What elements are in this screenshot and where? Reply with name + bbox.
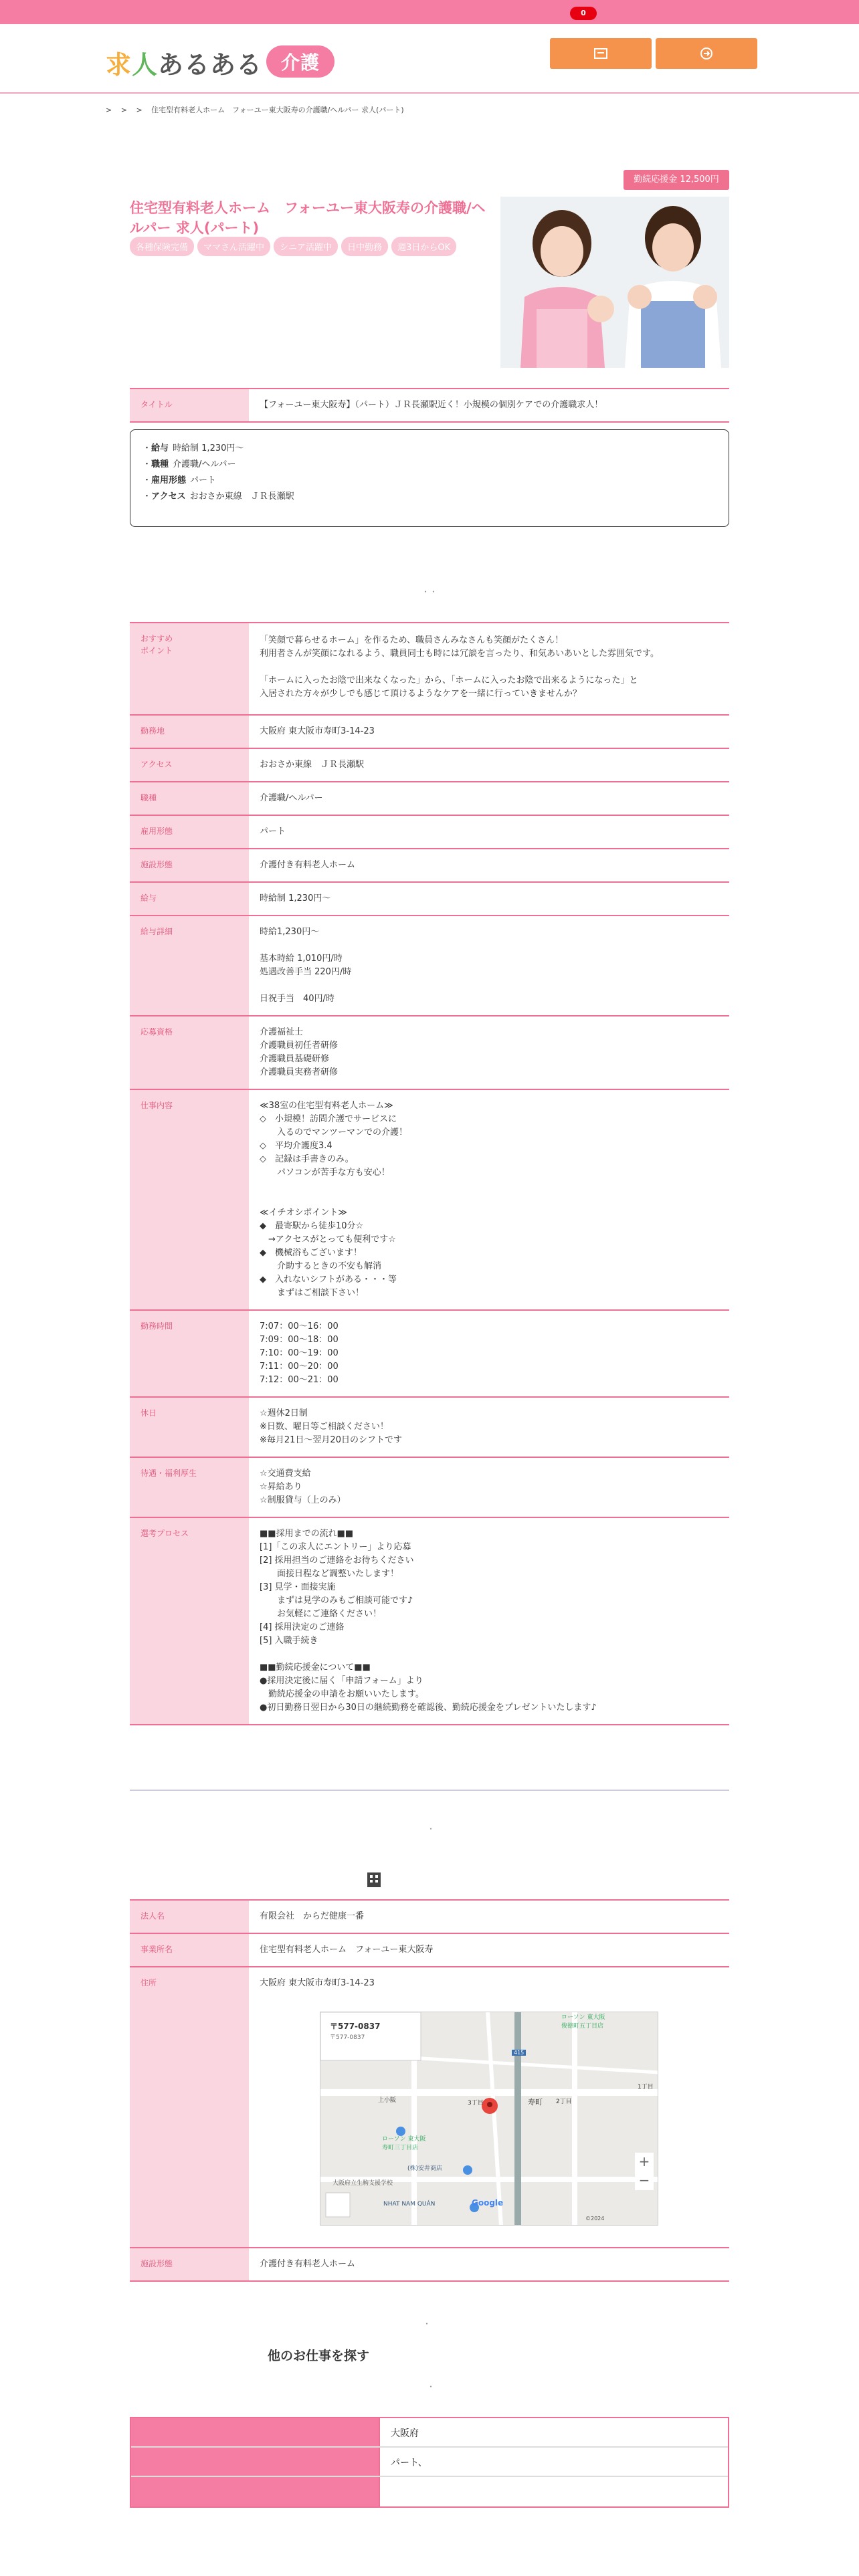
site-logo[interactable]: 求人あるある 介護: [106, 44, 335, 81]
map-label: ローソン 東大阪 俊徳町五丁目店: [561, 2014, 605, 2030]
breadcrumb: [106, 104, 411, 115]
search-value[interactable]: [379, 2477, 728, 2506]
clipboard-icon: [593, 47, 608, 60]
row-label: 職種: [130, 782, 249, 815]
location-map[interactable]: [320, 2012, 658, 2226]
row-value: 介護付き有料老人ホーム: [260, 860, 356, 870]
row-value: 時給制 1,230円～: [260, 893, 331, 903]
row-label: 給与詳細: [130, 916, 249, 1015]
map-label: 寿町: [528, 2098, 543, 2107]
building-icon: [365, 1870, 383, 1889]
search-value[interactable]: パート、: [379, 2448, 728, 2476]
staff-illustration: [500, 197, 729, 368]
map-copyright: ©2024: [585, 2216, 605, 2222]
svg-text:−: −: [638, 2172, 650, 2188]
map-canvas: [320, 2012, 658, 2226]
table-row: [130, 1090, 729, 1311]
notification-badge[interactable]: 0: [570, 7, 597, 20]
feature-tag: 日中勤務: [341, 237, 388, 256]
row-value: 有限会社 からだ健康一番: [260, 1911, 365, 1921]
map-label: ローソン 東大阪 寿町三丁目店: [382, 2136, 426, 2151]
table-row: [130, 1901, 729, 1934]
bonus-badge: 勤続応援金 12,500円: [624, 170, 729, 190]
table-row: [130, 816, 729, 849]
table-row: [130, 623, 729, 716]
summary-item: ・アクセス おおさか東線 ＪＲ長瀬駅: [142, 492, 294, 502]
route-badge: 415: [512, 2050, 526, 2056]
map-label: 3丁目: [468, 2100, 484, 2107]
map-label: 大阪府立生駒支援学校: [332, 2180, 393, 2187]
divider-dots: ・・: [421, 587, 438, 597]
row-label: タイトル: [130, 389, 249, 421]
row-value: 介護職/ヘルパー: [260, 793, 323, 803]
row-value: ■■採用までの流れ■■ [1]「この求人にエントリー」より応募 [2] 採用担当のご連絡をお待ちください 面接日程など調整いたします！ [3] 見学・面接実施 まずは見学のみもご相談可能です♪ お気軽にご連絡ください！ [4] 採用決定のご連絡 [5] 入職手続き ■■勤続応援金について■■ ●採用決定後に届く「申請フォーム」より 勤続応援金の申請をお願いいたします。 ●初日勤務日翌日から30日の継続勤務を確認後、勤続応援金をプレゼントいたします♪: [260, 1529, 597, 1713]
search-row[interactable]: [131, 2477, 728, 2506]
row-value: 【フォーユー東大阪寿】（パート）ＪＲ長瀬駅近く！小規模の個別ケアでの介護職求人！: [260, 400, 603, 410]
table-row: [130, 1311, 729, 1398]
search-row[interactable]: [131, 2418, 728, 2448]
row-label: 休日: [130, 1398, 249, 1457]
divider-dot: ・: [423, 2319, 432, 2329]
search-value[interactable]: 大阪府: [379, 2418, 728, 2446]
table-row: [130, 1934, 729, 1967]
row-value: ≪38室の住宅型有料老人ホーム≫ ◇ 小規模！訪問介護でサービスに 入るのでマンツーマンでの介護！ ◇ 平均介護度3.4 ◇ 記録は手書きのみ。 パソコンが苦手な方も安心！ ≪イチオシポイント≫ ◆ 最寄駅から徒歩10分☆ →アクセスがとっても便利です☆ ◆ 機械浴もございます！ 介助するときの不安も解消 ◆ 入れないシフトがある・・・等 まずはご相談下さい！: [260, 1101, 408, 1298]
feature-tag: 各種保険完備: [130, 237, 194, 256]
search-label: [131, 2418, 379, 2446]
top-bar: [0, 0, 859, 24]
summary-item: ・給与 時給制 1,230円～: [142, 443, 244, 453]
feature-tag: ママさん活躍中: [197, 237, 270, 256]
divider-dot: ・: [427, 1824, 436, 1834]
breadcrumb-sep: >: [106, 106, 112, 114]
row-label: 勤務時間: [130, 1311, 249, 1396]
section-heading: 他のお仕事を探す: [268, 2349, 370, 2363]
login-button[interactable]: [656, 38, 757, 69]
search-row[interactable]: [131, 2448, 728, 2477]
table-row: [130, 2248, 729, 2282]
row-label: 応募資格: [130, 1016, 249, 1089]
breadcrumb-current: 住宅型有料老人ホーム フォーユー東大阪寿の介護職/ヘルパー 求人(パート): [151, 106, 404, 114]
site-header: [0, 24, 859, 94]
row-label: 待遇・福利厚生: [130, 1458, 249, 1517]
row-value: 7:07：00～16：00 7:09：00～18：00 7:10：00～19：00 7:11：00～20：00 7:12：00～21：00: [260, 1321, 339, 1385]
row-value: 住宅型有料老人ホーム フォーユー東大阪寿: [260, 1945, 434, 1955]
row-value: 介護福祉士 介護職員初任者研修 介護職員基礎研修 介護職員実務者研修: [260, 1027, 339, 1077]
staff-photo: [500, 197, 729, 368]
title-table: [130, 388, 729, 423]
map-label: 1丁目: [638, 2084, 654, 2090]
summary-item: ・雇用形態 パート: [142, 475, 217, 486]
summary-box: [130, 429, 729, 527]
search-label: [131, 2477, 379, 2506]
row-label: 仕事内容: [130, 1090, 249, 1309]
table-row: [130, 1458, 729, 1518]
map-label: 2丁目: [556, 2099, 572, 2105]
row-label: 事業所名: [130, 1934, 249, 1966]
row-label: 住所: [130, 1967, 249, 2247]
map-label: (株)安井商店: [407, 2165, 443, 2172]
svg-text:+: +: [638, 2153, 650, 2169]
row-label: 選考プロセス: [130, 1518, 249, 1724]
table-row: [130, 883, 729, 916]
table-row: [130, 849, 729, 883]
map-address: 〒577-0837: [330, 2034, 365, 2041]
row-value: パート: [260, 827, 286, 837]
row-label: 法人名: [130, 1901, 249, 1933]
row-label: 施設形態: [130, 2248, 249, 2280]
search-table: [130, 2417, 729, 2508]
table-row: [130, 716, 729, 749]
table-row: [130, 749, 729, 782]
map-label: 上小阪: [378, 2097, 397, 2104]
table-row: [130, 916, 729, 1016]
google-logo: Google: [472, 2198, 504, 2208]
row-label: 勤務地: [130, 716, 249, 748]
row-label: 雇用形態: [130, 816, 249, 848]
breadcrumb-sep: >: [120, 106, 127, 114]
divider-dot: ・: [427, 2382, 436, 2391]
summary-item: ・職種 介護職/ヘルパー: [142, 459, 236, 469]
page-title: 住宅型有料老人ホーム フォーユー東大阪寿の介護職/ヘルパー 求人(パート): [130, 200, 486, 236]
table-row: [130, 1398, 729, 1458]
search-label: [131, 2448, 379, 2476]
feature-tag: 週3日からOK: [391, 237, 456, 256]
row-value: 時給1,230円～ 基本時給 1,010円/時 処遇改善手当 220円/時 日祝手当 40円/時: [260, 927, 352, 1004]
map-label: NHAT NAM QUÁN: [383, 2201, 436, 2208]
details-table: [130, 622, 729, 1725]
table-row: [130, 1016, 729, 1090]
row-value: 介護付き有料老人ホーム: [260, 2259, 356, 2269]
favorites-button[interactable]: [550, 38, 652, 69]
table-row: [130, 1518, 729, 1725]
row-label: おすすめ ポイント: [130, 623, 249, 714]
row-label: アクセス: [130, 749, 249, 781]
row-value: 「笑顔で暮らせるホーム」を作るため、職員さんみなさんも笑顔がたくさん！ 利用者さんが笑顔になれるよう、職員同士も時には冗談を言ったり、和気あいあいとした雰囲気です。 「ホームに入ったお陰で出来なくなった」から、「ホームに入ったお陰で出来るようになった」と 入居された方々が少しでも感じて頂けるようなケアを一緒に行っていきませんか？: [260, 635, 659, 699]
row-value: 大阪府 東大阪市寿町3-14-23: [260, 1978, 375, 1988]
section-divider: [130, 1790, 729, 1791]
row-value: ☆週休2日制 ※日数、曜日等ご相談ください！ ※毎月21日～翌月20日のシフトです: [260, 1408, 402, 1445]
row-value: 大阪府 東大阪市寿町3-14-23: [260, 726, 375, 736]
row-value: ☆交通費支給 ☆昇給あり ☆制服貸与（上のみ）: [260, 1469, 346, 1505]
login-icon: [700, 47, 713, 60]
table-row: [130, 782, 729, 816]
row-value: おおさか東線 ＪＲ長瀬駅: [260, 760, 365, 770]
row-label: 施設形態: [130, 849, 249, 881]
table-row: [130, 389, 729, 423]
breadcrumb-sep: >: [136, 106, 142, 114]
map-postcode: 〒577-0837: [330, 2022, 381, 2031]
feature-tags: [130, 237, 478, 260]
row-label: 給与: [130, 883, 249, 915]
feature-tag: シニア活躍中: [274, 237, 338, 256]
